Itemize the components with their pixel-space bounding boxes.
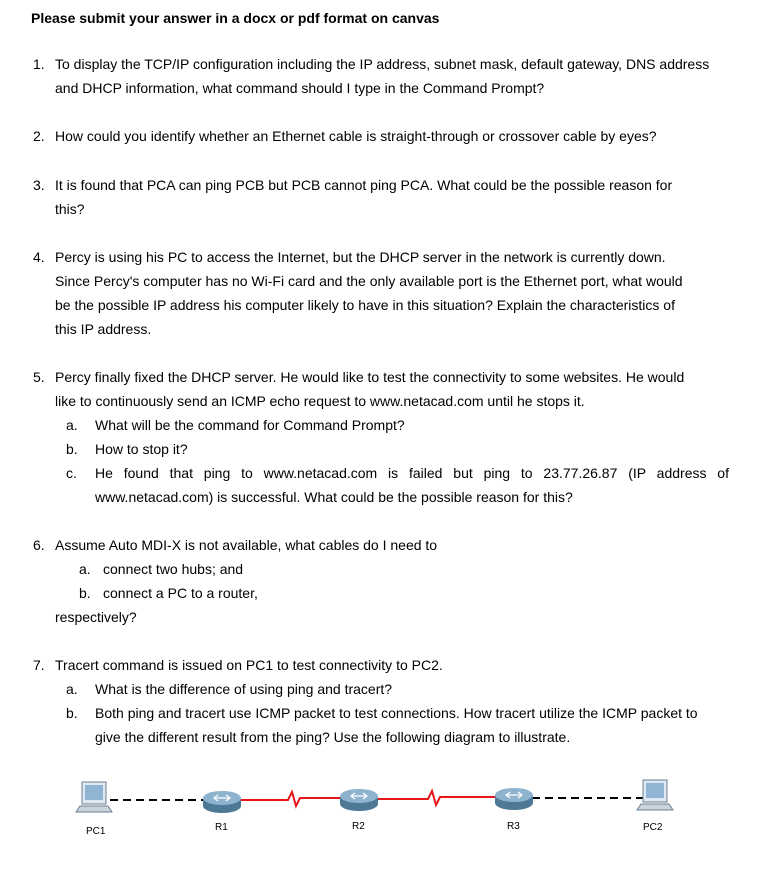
question-text-line: and DHCP information, what command should I type in the Command Prompt? xyxy=(55,80,545,96)
pc1-icon xyxy=(76,782,112,812)
sub-question-label: b. xyxy=(79,585,91,601)
serial-link-r2-r3 xyxy=(378,791,495,805)
sub-question-label: b. xyxy=(66,441,78,457)
sub-question-b xyxy=(55,581,733,605)
question-number: 7. xyxy=(33,657,45,673)
sub-question-text: connect a PC to a router, xyxy=(103,585,258,601)
sub-question-label: a. xyxy=(66,681,78,697)
sub-question-text: give the different result from the ping? Use the following diagram to illustrate. xyxy=(95,729,571,745)
sub-question-b xyxy=(55,701,733,749)
question-text-line: this IP address. xyxy=(55,321,152,337)
question-tail: respectively? xyxy=(55,609,137,625)
device-label-pc1: PC1 xyxy=(86,826,106,837)
device-label-r2: R2 xyxy=(352,821,365,832)
question-3 xyxy=(33,173,733,221)
question-5 xyxy=(33,365,733,509)
sub-question-text: connect two hubs; and xyxy=(103,561,244,577)
question-text-line: be the possible IP address his computer likely to have in this situation? Explain the characteristics of xyxy=(55,297,675,313)
question-text-line: this? xyxy=(55,201,85,217)
router-r1-icon xyxy=(203,791,241,813)
question-number: 1. xyxy=(33,56,45,72)
sub-question-a xyxy=(55,413,733,437)
sub-question-label: a. xyxy=(79,561,91,577)
pc2-icon xyxy=(637,780,673,810)
question-4 xyxy=(33,245,733,341)
sub-question-text: Both ping and tracert use ICMP packet to test connections. How tracert utilize the ICMP packet to xyxy=(95,705,698,721)
question-text-line: Assume Auto MDI-X is not available, what cables do I need to xyxy=(55,537,438,553)
question-text-line: It is found that PCA can ping PCB but PCB cannot ping PCA. What could be the possible reason for xyxy=(55,177,673,193)
question-text-line: Percy finally fixed the DHCP server. He would like to test the connectivity to some websites. He would xyxy=(55,369,685,385)
question-6 xyxy=(33,533,733,629)
network-diagram xyxy=(0,770,763,880)
page-heading: Please submit your answer in a docx or pdf format on canvas xyxy=(31,10,440,26)
question-text-line: Percy is using his PC to access the Internet, but the DHCP server in the network is currently down. xyxy=(55,249,666,265)
sub-question-text: What will be the command for Command Prompt? xyxy=(95,417,405,433)
question-2 xyxy=(33,124,733,148)
sub-question-label: a. xyxy=(66,417,78,433)
question-number: 6. xyxy=(33,537,45,553)
sub-question-a xyxy=(55,557,733,581)
question-7 xyxy=(33,653,733,749)
sub-question-text: www.netacad.com) is successful. What could be the possible reason for this? xyxy=(95,489,573,505)
sub-question-c xyxy=(55,461,733,509)
router-r2-icon xyxy=(340,789,378,811)
sub-question-label: b. xyxy=(66,705,78,721)
device-label-pc2: PC2 xyxy=(643,822,663,833)
question-text-line: Tracert command is issued on PC1 to test connectivity to PC2. xyxy=(55,657,443,673)
sub-question-label: c. xyxy=(66,465,77,481)
sub-question-text: How to stop it? xyxy=(95,441,188,457)
sub-question-text: What is the difference of using ping and tracert? xyxy=(95,681,393,697)
question-number: 2. xyxy=(33,128,45,144)
sub-question-a xyxy=(55,677,733,701)
question-number: 5. xyxy=(33,369,45,385)
question-number: 3. xyxy=(33,177,45,193)
question-text-line: How could you identify whether an Ethernet cable is straight-through or crossover cable by eyes? xyxy=(55,128,657,144)
sub-question-b xyxy=(55,437,733,461)
question-text-line: Since Percy's computer has no Wi-Fi card and the only available port is the Ethernet port, what would xyxy=(55,273,683,289)
device-label-r3: R3 xyxy=(507,821,520,832)
question-number: 4. xyxy=(33,249,45,265)
sub-question-text: He found that ping to www.netacad.com is failed but ping to 23.77.26.87 (IP address of xyxy=(95,465,729,481)
question-text-line: like to continuously send an ICMP echo request to www.netacad.com until he stops it. xyxy=(55,393,585,409)
device-label-r1: R1 xyxy=(215,822,228,833)
router-r3-icon xyxy=(495,788,533,810)
serial-link-r1-r2 xyxy=(240,792,340,806)
question-text-line: To display the TCP/IP configuration including the IP address, subnet mask, default gateway, DNS address xyxy=(55,56,710,72)
question-1 xyxy=(33,52,733,100)
